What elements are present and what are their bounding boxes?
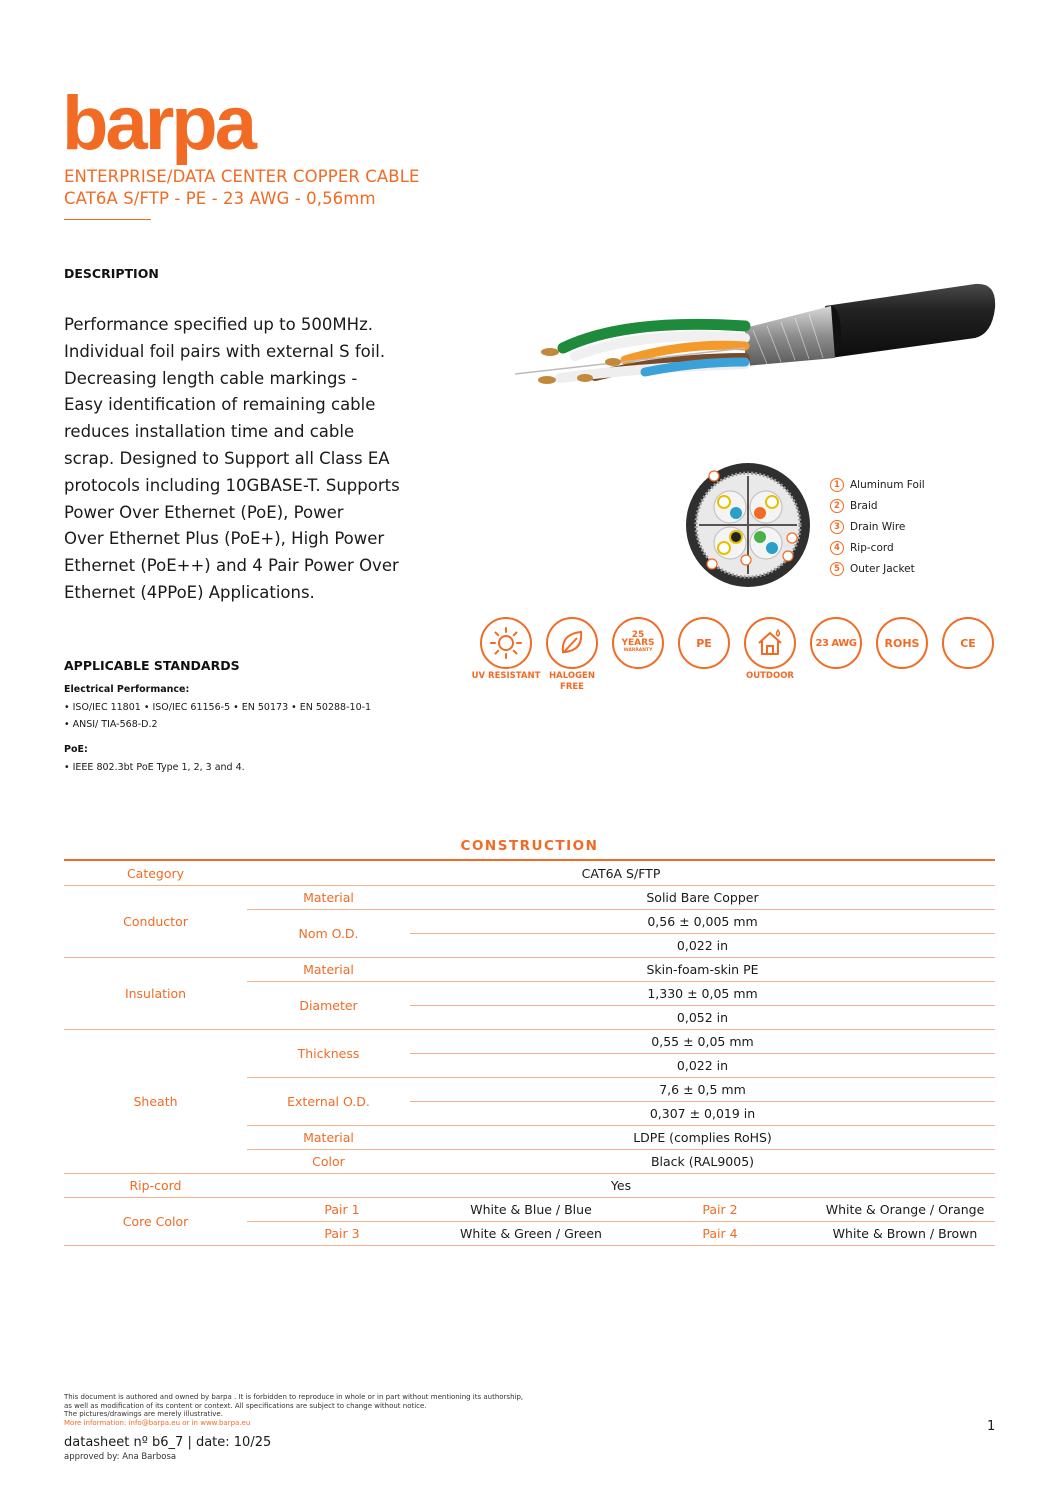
- legend-label: Outer Jacket: [850, 563, 915, 576]
- pair2-value: White & Orange / Orange: [825, 1201, 985, 1217]
- halogen-caption-line: HALOGEN: [549, 671, 595, 681]
- legend-number: 4: [830, 541, 844, 555]
- external-od-mm-value: 7,6 ± 0,5 mm: [659, 1081, 746, 1097]
- page-number: 1: [987, 1419, 996, 1434]
- warranty-number: 25: [631, 630, 645, 640]
- description-line: Power Over Ethernet (PoE), Power: [64, 502, 344, 522]
- ripcord-label: Rip-cord: [129, 1177, 182, 1193]
- diameter-mm-value: 1,330 ± 0,05 mm: [647, 985, 758, 1001]
- pair1-value: White & Blue / Blue: [470, 1201, 592, 1217]
- thickness-label: Thickness: [297, 1045, 360, 1061]
- external-od-label: External O.D.: [287, 1093, 370, 1109]
- conductor-material-value: Solid Bare Copper: [646, 889, 759, 905]
- legend-label: Rip-cord: [850, 542, 894, 555]
- legend-item: [830, 538, 1030, 559]
- pair1-label: Pair 1: [324, 1201, 360, 1217]
- electrical-standards-line: • ANSI/ TIA-568-D.2: [64, 719, 158, 730]
- description-line: Performance specified up to 500MHz.: [64, 315, 373, 334]
- table-rule: [64, 1245, 995, 1246]
- legend-number: 1: [830, 478, 844, 492]
- awg-badge: 23 AWG: [810, 617, 862, 669]
- halogen-caption-line: FREE: [560, 682, 584, 692]
- pair4-value: White & Brown / Brown: [832, 1225, 978, 1241]
- pe-badge: PE: [678, 617, 730, 669]
- description-line: Ethernet (4PPoE) Applications.: [64, 582, 315, 602]
- sheath-label: Sheath: [133, 1093, 178, 1109]
- outdoor-badge: [744, 617, 796, 669]
- color-label: Color: [312, 1153, 345, 1169]
- datasheet-info: datasheet nº b6_7 | date: 10/25: [64, 1435, 272, 1450]
- diameter-label: Diameter: [299, 997, 358, 1013]
- nom-od-in-value: 0,022 in: [676, 937, 729, 953]
- warranty-years: YEARS: [621, 638, 655, 648]
- legend-label: Aluminum Foil: [850, 478, 925, 491]
- pair3-label: Pair 3: [324, 1225, 360, 1241]
- description-line: scrap. Designed to Support all Class EA: [64, 448, 390, 468]
- conductor-label: Conductor: [123, 913, 188, 929]
- diameter-in-value: 0,052 in: [676, 1009, 729, 1025]
- uv-resistant-caption: UV RESISTANT: [471, 671, 541, 681]
- nom-od-label: Nom O.D.: [298, 925, 359, 941]
- description-line: Over Ethernet Plus (PoE+), High Power: [64, 529, 385, 549]
- house-icon: [754, 627, 786, 659]
- construction-heading: CONSTRUCTION: [460, 838, 599, 854]
- outdoor-caption: OUTDOOR: [746, 671, 794, 681]
- legend-label: Drain Wire: [850, 520, 906, 533]
- warranty-badge: [612, 617, 664, 669]
- barpa-logo: [62, 92, 292, 167]
- legend-item: [830, 559, 1030, 580]
- poe-label: PoE:: [64, 744, 88, 755]
- disclaimer-line: The pictures/drawings are merely illustrative.: [64, 1410, 223, 1419]
- sheath-material-label: Material: [303, 1129, 354, 1145]
- color-value: Black (RAL9005): [650, 1153, 755, 1169]
- legend-number: 3: [830, 520, 844, 534]
- legend-item: [830, 495, 1030, 516]
- description-line: reduces installation time and cable: [64, 422, 355, 442]
- pair3-value: White & Green / Green: [460, 1225, 602, 1241]
- disclaimer-line: as well as modification of its content or context. All specifications are subject to change without notice.: [64, 1401, 427, 1410]
- logo-text: barpa: [62, 92, 254, 166]
- description-line: Decreasing length cable markings -: [64, 368, 358, 388]
- product-name: CAT6A S/FTP - PE - 23 AWG - 0,56mm: [64, 189, 376, 208]
- ripcord-value: Yes: [610, 1177, 632, 1193]
- category-value: CAT6A S/FTP: [581, 865, 661, 881]
- description-heading: DESCRIPTION: [64, 266, 159, 281]
- legend-number: 5: [830, 562, 844, 576]
- product-family: ENTERPRISE/DATA CENTER COPPER CABLE: [64, 167, 420, 186]
- sheath-material-value: LDPE (complies RoHS): [633, 1129, 772, 1145]
- insulation-material-value: Skin-foam-skin PE: [646, 961, 759, 977]
- insulation-material-label: Material: [303, 961, 354, 977]
- poe-standards-line: • IEEE 802.3bt PoE Type 1, 2, 3 and 4.: [64, 762, 245, 773]
- category-label: Category: [126, 865, 185, 881]
- ce-badge: CE: [942, 617, 994, 669]
- description-line: protocols including 10GBASE-T. Supports: [64, 475, 400, 495]
- pair4-label: Pair 4: [702, 1225, 738, 1241]
- more-info-link[interactable]: More information: info@barpa.eu or in www.barpa.eu: [64, 1418, 251, 1427]
- footer-disclaimer: [64, 1393, 523, 1427]
- description-line: Easy identification of remaining cable: [64, 395, 376, 415]
- core-color-label: Core Color: [122, 1213, 189, 1229]
- description-line: Ethernet (PoE++) and 4 Pair Power Over: [64, 556, 399, 576]
- cable-product-image: [505, 278, 1000, 398]
- pair2-label: Pair 2: [702, 1201, 738, 1217]
- legend-item: [830, 474, 1030, 495]
- thickness-in-value: 0,022 in: [676, 1057, 729, 1073]
- halogen-free-badge: [546, 617, 598, 669]
- rohs-badge: ROHS: [876, 617, 928, 669]
- leaf-icon: [557, 628, 587, 658]
- warranty-word: WARRANTY: [623, 648, 653, 653]
- uv-resistant-badge: [480, 617, 532, 669]
- legend-number: 2: [830, 499, 844, 513]
- conductor-material-label: Material: [303, 889, 354, 905]
- title-underline: [64, 219, 151, 220]
- external-od-in-value: 0,307 ± 0,019 in: [649, 1105, 756, 1121]
- description-line: Individual foil pairs with external S foil.: [64, 341, 386, 361]
- electrical-performance-label: Electrical Performance:: [64, 684, 190, 695]
- halogen-free-caption: [527, 671, 617, 693]
- approved-by: approved by: Ana Barbosa: [64, 1452, 177, 1462]
- cable-cross-section: [684, 460, 812, 590]
- standards-heading: APPLICABLE STANDARDS: [64, 658, 240, 673]
- sun-icon: [489, 626, 523, 660]
- cross-section-legend: [830, 474, 1030, 580]
- insulation-label: Insulation: [124, 985, 187, 1001]
- legend-item: [830, 516, 1030, 537]
- disclaimer-line: This document is authored and owned by barpa . It is forbidden to reproduce in whole or in part without mentioning its authorship,: [64, 1393, 524, 1401]
- description-text: [64, 312, 434, 607]
- electrical-standards-line: • ISO/IEC 11801 • ISO/IEC 61156-5 • EN 50173 • EN 50288-10-1: [64, 702, 372, 713]
- nom-od-mm-value: 0,56 ± 0,005 mm: [647, 913, 758, 929]
- thickness-mm-value: 0,55 ± 0,05 mm: [651, 1033, 754, 1049]
- legend-label: Braid: [850, 499, 878, 512]
